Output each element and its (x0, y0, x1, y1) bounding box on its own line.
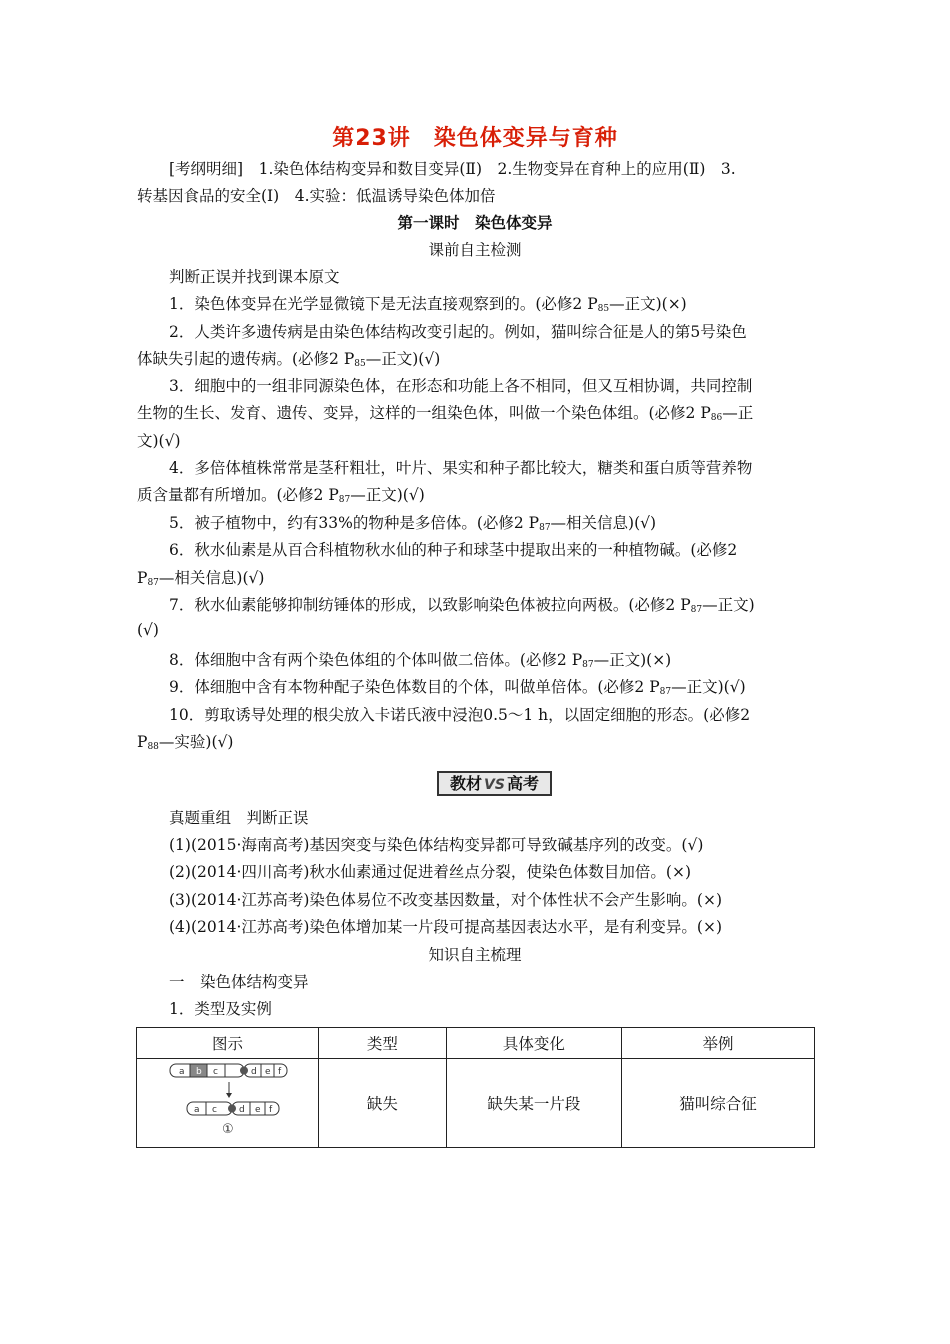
variation-table (136, 1027, 815, 1148)
exam-item-3: (3)(2014·江苏高考)染色体易位不改变基因数量，对个体性状不会产生影响。(×) (169, 891, 723, 909)
header-diagram: 图示 (137, 1028, 319, 1059)
item-6-line-2: $P_{87}—$相关信息)(√) (137, 569, 265, 588)
item-9: 9．体细胞中含有本物种配子染色体数目的个体，叫做单倍体。(必修2 $P_{87}—$正文)(√) (169, 678, 746, 697)
gene-label: b (196, 1067, 202, 1077)
example-cell: 猫叫综合征 (621, 1059, 814, 1148)
header-type: 类型 (319, 1028, 447, 1059)
gene-label: e (265, 1067, 271, 1077)
table-row (137, 1059, 815, 1148)
badge-left: 教材 (450, 774, 483, 793)
exam-item-4: (4)(2014·江苏高考)染色体增加某一片段可提高基因表达水平，是有利变异。(×) (169, 918, 723, 936)
item-4-line-1: 4．多倍体植株常常是茎秆粗壮，叶片、果实和种子都比较大，糖类和蛋白质等营养物 (169, 459, 753, 477)
lecture-title: 第23讲 染色体变异与育种 (332, 126, 618, 151)
deletion-diagram-cell (137, 1059, 319, 1148)
table-header-row (137, 1028, 815, 1059)
item-3-line-3: 文)(√) (137, 432, 181, 450)
gene-label: a (179, 1067, 185, 1077)
instruction: 判断正误并找到课本原文 (169, 268, 340, 286)
badge-vs: VS (484, 777, 505, 793)
item-8: 8．体细胞中含有两个染色体组的个体叫做二倍体。(必修2 $P_{87}—$正文)(×) (169, 651, 672, 670)
gene-label: c (213, 1067, 218, 1077)
exam-item-2: (2)(2014·四川高考)秋水仙素通过促进着丝点分裂，使染色体数目加倍。(×) (169, 863, 692, 881)
outline-line-1: [考纲明细] 1.染色体结构变异和数目变异(Ⅱ) 2.生物变异在育种上的应用(Ⅱ) 3. (169, 160, 736, 178)
badge-right: 高考 (506, 774, 539, 793)
item-10-line-2: $P_{88}—$实验)(√) (137, 733, 234, 752)
item-10-line-1: 10．剪取诱导处理的根尖放入卡诺氏液中浸泡0.5～1 h，以固定细胞的形态。(必修2 (169, 706, 751, 724)
exam-heading: 真题重组 判断正误 (169, 809, 309, 827)
item-7-line-2: (√) (137, 621, 159, 639)
header-change: 具体变化 (446, 1028, 621, 1059)
item-5: 5．被子植物中，约有33%的物种是多倍体。(必修2 $P_{87}—$相关信息)(√) (169, 514, 657, 533)
item-6-line-1: 6．秋水仙素是从百合科植物秋水仙的种子和球茎中提取出来的一种植物碱。(必修2 (169, 541, 738, 559)
item-7-line-1: 7．秋水仙素能够抑制纺锤体的形成，以致影响染色体被拉向两极。(必修2 $P_{87}—$正文) (169, 596, 755, 615)
header-example: 举例 (621, 1028, 814, 1059)
textbook-vs-exam-badge (437, 771, 552, 796)
lesson-title: 第一课时 染色体变异 (397, 214, 553, 232)
exam-item-1: (1)(2015·海南高考)基因突变与染色体结构变异都可导致碱基序列的改变。(√) (169, 836, 704, 854)
item-4-line-2: 质含量都有所增加。(必修2 $P_{87}—$正文)(√) (137, 486, 425, 505)
gene-label: d (251, 1067, 257, 1077)
gene-label: d (239, 1105, 245, 1115)
heading-structural-variation: 一 染色体结构变异 (169, 973, 309, 991)
item-3-line-1: 3．细胞中的一组非同源染色体，在形态和功能上各不相同，但又互相协调，共同控制 (169, 377, 753, 395)
diagram-number: ① (222, 1122, 234, 1137)
gene-label: c (212, 1105, 217, 1115)
gene-label: e (255, 1105, 261, 1115)
outline-line-2: 转基因食品的安全(Ⅰ) 4.实验：低温诱导染色体加倍 (137, 187, 496, 205)
gene-label: f (269, 1105, 273, 1115)
change-cell: 缺失某一片段 (446, 1059, 621, 1148)
heading-types: 1．类型及实例 (169, 1000, 272, 1018)
chromosome-deletion-diagram (137, 1059, 318, 1143)
centromere-icon (240, 1067, 248, 1075)
centromere-icon (228, 1105, 236, 1113)
type-cell: 缺失 (319, 1059, 447, 1148)
section-knowledge: 知识自主梳理 (428, 946, 522, 964)
item-1: 1．染色体变异在光学显微镜下是无法直接观察到的。(必修2 $P_{85}—$正文)(×) (169, 295, 687, 314)
gene-label: a (194, 1105, 200, 1115)
item-2-line-2: 体缺失引起的遗传病。(必修2 $P_{85}—$正文)(√) (137, 350, 441, 369)
item-2-line-1: 2．人类许多遗传病是由染色体结构改变引起的。例如，猫叫综合征是人的第5号染色 (169, 323, 747, 341)
gene-label: f (278, 1067, 282, 1077)
section-pre-test: 课前自主检测 (428, 241, 522, 259)
item-3-line-2: 生物的生长、发育、遗传、变异，这样的一组染色体，叫做一个染色体组。(必修2 $P_{86}—$正 (137, 404, 754, 423)
